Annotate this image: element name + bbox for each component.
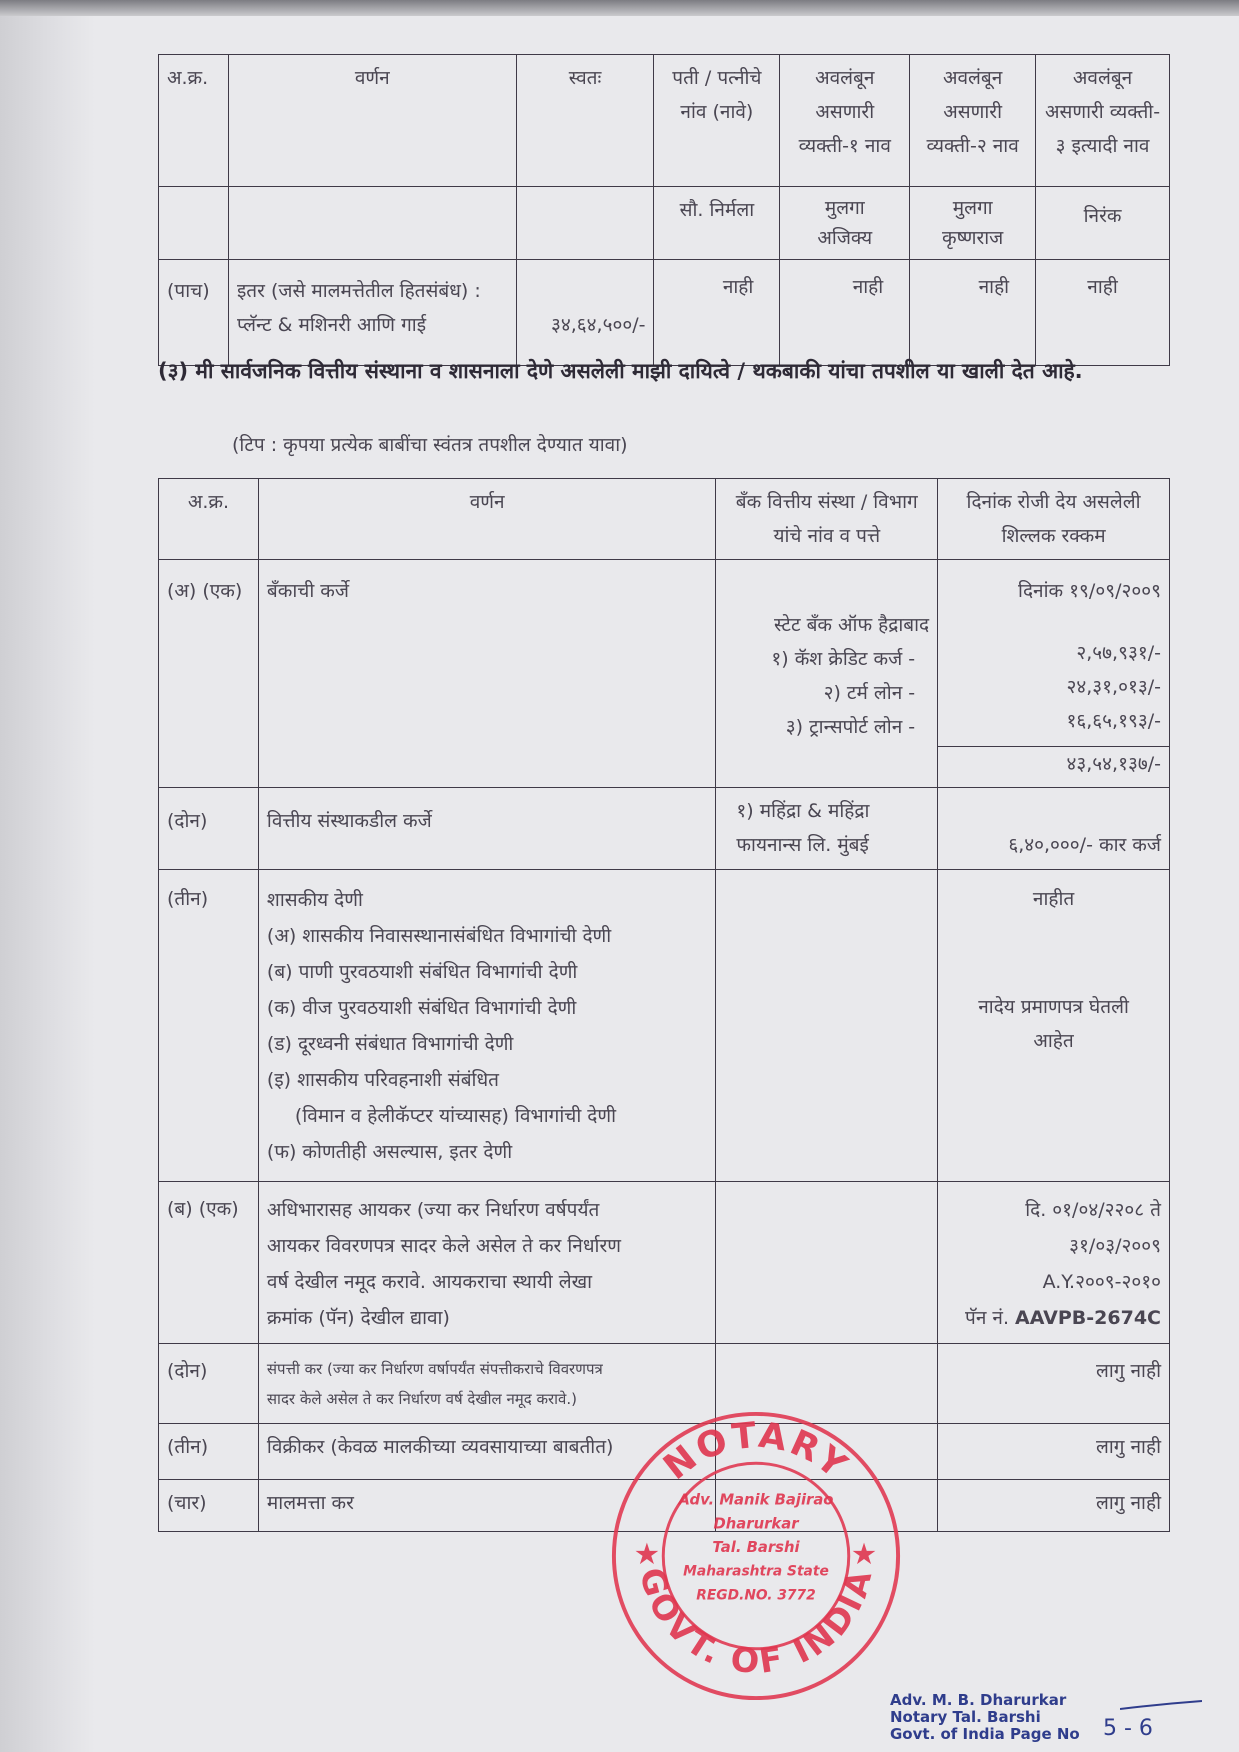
property-tax: लागु नाही: [938, 1480, 1170, 1532]
loan-amount: ६,४०,०००/- कार कर्ज: [938, 788, 1170, 870]
section-heading: (३) मी सार्वजनिक वित्तीय संस्थाना व शासनाला देणे असलेली माझी दायित्वे / थकबाकी यांचा तपशील या खाली देत आहे.: [158, 359, 1083, 383]
income-tax-details: दि. ०१/०४/२२०८ ते ३१/०३/२००९ A.Y.२००९-२०१० पॅन नं. AAVPB-2674C: [938, 1182, 1170, 1344]
stamp-line: REGD.NO. 3772: [696, 1587, 816, 1604]
dependent3-name: निरंक: [1036, 187, 1170, 260]
row-sr: (तीन): [159, 1424, 259, 1480]
col-header-balance: दिनांक रोजी देय असलेली शिल्लक रक्कम: [938, 479, 1170, 560]
col-header-sr: अ.क्र.: [159, 479, 259, 560]
notary-stamp: [608, 1408, 904, 1704]
row-sr: (पाच): [159, 260, 229, 366]
bank-details: १) महिंद्रा & महिंद्रा फायनान्स लि. मुंबई: [716, 788, 938, 870]
liabilities-table: [158, 478, 1170, 1532]
loan-total: ४३,५४,१३७/-: [938, 746, 1169, 781]
col-header-sr: अ.क्र.: [159, 55, 229, 187]
dependent1-name: मुलगा अजिक्य: [780, 187, 910, 260]
col-header-dep3: अवलंबून असणारी व्यक्ती- ३ इत्यादी नाव: [1036, 55, 1170, 187]
page-shadow-left: [0, 0, 95, 1752]
table-row: [159, 788, 1170, 870]
table-row: [159, 479, 1170, 560]
svg-text:GOVT. OF INDIA: [632, 1564, 880, 1682]
col-header-dep2: अवलंबून असणारी व्यक्ती-२ नाव: [910, 55, 1036, 187]
col-header-desc: वर्णन: [258, 479, 715, 560]
bank-details: स्टेट बँक ऑफ हैद्राबाद १) कॅश क्रेडिट कर्ज - २) टर्म लोन - ३) ट्रान्सपोर्ट लोन -: [716, 560, 938, 788]
row-sr: (दोन): [159, 788, 259, 870]
table-row: [159, 560, 1170, 788]
table-row: [159, 1182, 1170, 1344]
page-number: 5 - 6: [1103, 1716, 1153, 1741]
stamp-line: Maharashtra State: [683, 1563, 829, 1580]
self-value: ३४,६४,५००/-: [516, 260, 654, 366]
row-sr: (ब) (एक): [159, 1182, 259, 1344]
pan-number: AAVPB-2674C: [1015, 1307, 1161, 1329]
col-header-self: स्वतः: [516, 55, 654, 187]
table-row: [159, 870, 1170, 1182]
govt-dues-status: नाहीत नादेय प्रमाणपत्र घेतली आहेत: [938, 870, 1170, 1182]
stamp-top-text: NOTARY: [656, 1414, 857, 1489]
star-icon: ★: [633, 1536, 661, 1571]
row-desc: वित्तीय संस्थाकडील कर्जे: [258, 788, 715, 870]
row-desc: इतर (जसे मालमत्तेतील हितसंबंध) : प्लॅन्ट & मशिनरी आणि गाई: [228, 260, 516, 366]
row-desc: संपत्ती कर (ज्या कर निर्धारण वर्षापर्यंत संपत्तीकराचे विवरणपत्र सादर केले असेल ते कर निर्धारण वर्ष देखील नमूद करावे.): [258, 1344, 715, 1424]
table-row: [159, 187, 1170, 260]
stamp-line: Tal. Barshi: [712, 1539, 800, 1557]
row-desc: शासकीय देणी (अ) शासकीय निवासस्थानासंबंधित विभागांची देणी (ब) पाणी पुरवठयाशी संबंधित विभागांची देणी (क) वीज पुरवठयाशी संबंधित विभागांची देणी (ड) दूरध्वनी संबंधात विभागांची देणी (इ) शासकीय परिवहनाशी संबंधित (विमान व हेलीकॅप्टर यांच्यासह) विभागांची देणी (फ) कोणतीही असल्यास, इतर देणी: [258, 870, 715, 1182]
signature-stroke: [1120, 1700, 1202, 1710]
wealth-tax: लागु नाही: [938, 1344, 1170, 1424]
col-header-bank: बँक वित्तीय संस्था / विभाग यांचे नांव व पत्ते: [716, 479, 938, 560]
section-note: (टिप : कृपया प्रत्येक बाबींचा स्वंतत्र तपशील देण्यात यावा): [232, 434, 628, 456]
sales-tax: लागु नाही: [938, 1424, 1170, 1480]
notary-signature-block: Adv. M. B. Dharurkar Notary Tal. Barshi Govt. of India Page No: [890, 1691, 1080, 1743]
stamp-line: Adv. Manik Bajirao: [678, 1491, 834, 1509]
svg-text:NOTARY: [656, 1415, 856, 1488]
spouse-name: सौ. निर्मला: [654, 187, 780, 260]
row-sr: (अ) (एक): [159, 560, 259, 788]
dep1-value: नाही: [780, 260, 910, 366]
col-header-spouse: पती / पत्नीचे नांव (नावे): [654, 55, 780, 187]
col-header-dep1: अवलंबून असणारी व्यक्ती-१ नाव: [780, 55, 910, 187]
table-row: [159, 260, 1170, 366]
row-sr: (तीन): [159, 870, 259, 1182]
dependent2-name: मुलगा कृष्णराज: [910, 187, 1036, 260]
stamp-bottom-text: GOVT. OF INDIA: [631, 1563, 881, 1682]
page-shadow-top: [0, 0, 1239, 16]
row-desc: विक्रीकर (केवळ मालकीच्या व्यवसायाच्या बाबतीत): [258, 1424, 715, 1480]
dep2-value: नाही: [910, 260, 1036, 366]
row-desc: बँकाची कर्जे: [258, 560, 715, 788]
row-desc: मालमत्ता कर: [258, 1480, 715, 1532]
loan-amounts: दिनांक १९/०९/२००९ २,५७,९३१/- २४,३१,०१३/- १६,६५,१९३/- ४३,५४,१३७/-: [938, 560, 1170, 788]
row-sr: (दोन): [159, 1344, 259, 1424]
spouse-value: नाही: [654, 260, 780, 366]
stamp-line: Dharurkar: [713, 1515, 799, 1533]
pan-label: पॅन नं.: [965, 1307, 1009, 1329]
row-sr: (चार): [159, 1480, 259, 1532]
star-icon: ★: [850, 1536, 878, 1571]
assets-table: [158, 54, 1170, 366]
table-row: [159, 55, 1170, 187]
col-header-desc: वर्णन: [228, 55, 516, 187]
dep3-value: नाही: [1036, 260, 1170, 366]
row-desc: अधिभारासह आयकर (ज्या कर निर्धारण वर्षपर्यंत आयकर विवरणपत्र सादर केले असेल ते कर निर्धारण वर्ष देखील नमूद करावे. आयकराचा स्थायी लेखा क्रमांक (पॅन) देखील द्यावा): [258, 1182, 715, 1344]
